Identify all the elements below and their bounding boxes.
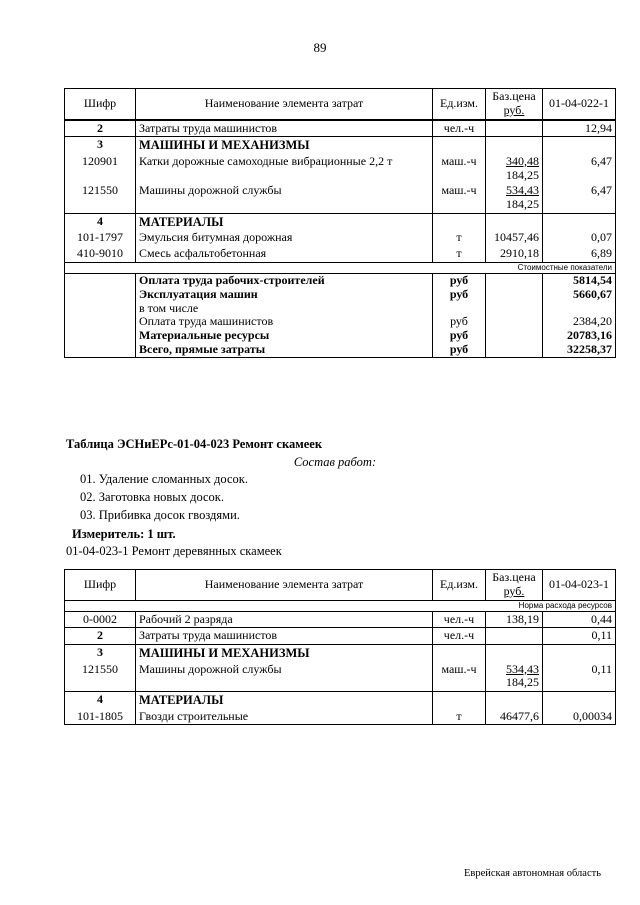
table-row: 101-1797 Эмульсия битумная дорожная т 10457,46 0,07 [65, 230, 616, 246]
table-row: 121550 Машины дорожной службы маш.-ч 534,43 184,25 0,11 [65, 662, 616, 692]
total-row: в том числе [65, 302, 616, 316]
table-header [65, 89, 616, 120]
header-unit: Ед.изм. [433, 89, 486, 120]
resource-table-1 [64, 88, 616, 358]
work-item: 02. Заготовка новых досок. [80, 490, 225, 504]
subheader-row: Норма расхода ресурсов [65, 600, 616, 611]
section-row: 4 МАТЕРИАЛЫ [65, 692, 616, 709]
table-row: 101-1805 Гвозди строительные т 46477,6 0,00034 [65, 709, 616, 725]
header-unit: Ед.изм. [433, 570, 486, 601]
subheader-row: Стоимостные показатели [65, 262, 616, 273]
total-row: Эксплуатация машин руб 5660,67 [65, 288, 616, 302]
work-composition-title: Состав работ: [293, 455, 377, 469]
table-row: 121550 Машины дорожной службы маш.-ч 534,43 184,25 6,47 [65, 183, 616, 213]
header-price: Баз.цена руб. [486, 570, 543, 601]
footer-region: Еврейская автономная область [464, 868, 601, 879]
header-name: Наименование элемента затрат [136, 89, 433, 120]
header-price: Баз.цена руб. [486, 89, 543, 120]
total-row: Всего, прямые затраты руб 32258,37 [65, 343, 616, 357]
section-row: 3 МАШИНЫ И МЕХАНИЗМЫ [65, 645, 616, 662]
table-row: 2 Затраты труда машинистов чел.-ч 12,94 [65, 120, 616, 137]
work-item: 03. Прибивка досок гвоздями. [80, 508, 240, 522]
header-code: 01-04-022-1 [543, 89, 616, 120]
header-name: Наименование элемента затрат [136, 570, 433, 601]
item-code-line: 01-04-023-1 Ремонт деревянных скамеек [66, 544, 282, 558]
table-row: 2 Затраты труда машинистов чел.-ч 0,11 [65, 628, 616, 645]
header-shifr: Шифр [65, 570, 136, 601]
header-code: 01-04-023-1 [543, 570, 616, 601]
resource-table-2 [64, 569, 616, 725]
total-row: Материальные ресурсы руб 20783,16 [65, 329, 616, 343]
table-row: 120901 Катки дорожные самоходные вибрационные 2,2 т маш.-ч 340,48 184,25 6,47 [65, 154, 616, 184]
table-row: 410-9010 Смесь асфальтобетонная т 2910,18 6,89 [65, 246, 616, 262]
total-row: Оплата труда рабочих-строителей руб 5814,54 [65, 273, 616, 287]
table-header [65, 570, 616, 601]
section-row: 4 МАТЕРИАЛЫ [65, 213, 616, 230]
total-row: Оплата труда машинистов руб 2384,20 [65, 315, 616, 329]
page-number: 89 [313, 40, 327, 55]
header-shifr: Шифр [65, 89, 136, 120]
meter-label: Измеритель: 1 шт. [72, 527, 176, 541]
table-row: 0-0002 Рабочий 2 разряда чел.-ч 138,19 0,44 [65, 611, 616, 628]
table-2-title: Таблица ЭСНиЕРс-01-04-023 Ремонт скамеек [66, 437, 323, 451]
section-row: 3 МАШИНЫ И МЕХАНИЗМЫ [65, 137, 616, 154]
work-item: 01. Удаление сломанных досок. [80, 472, 248, 486]
